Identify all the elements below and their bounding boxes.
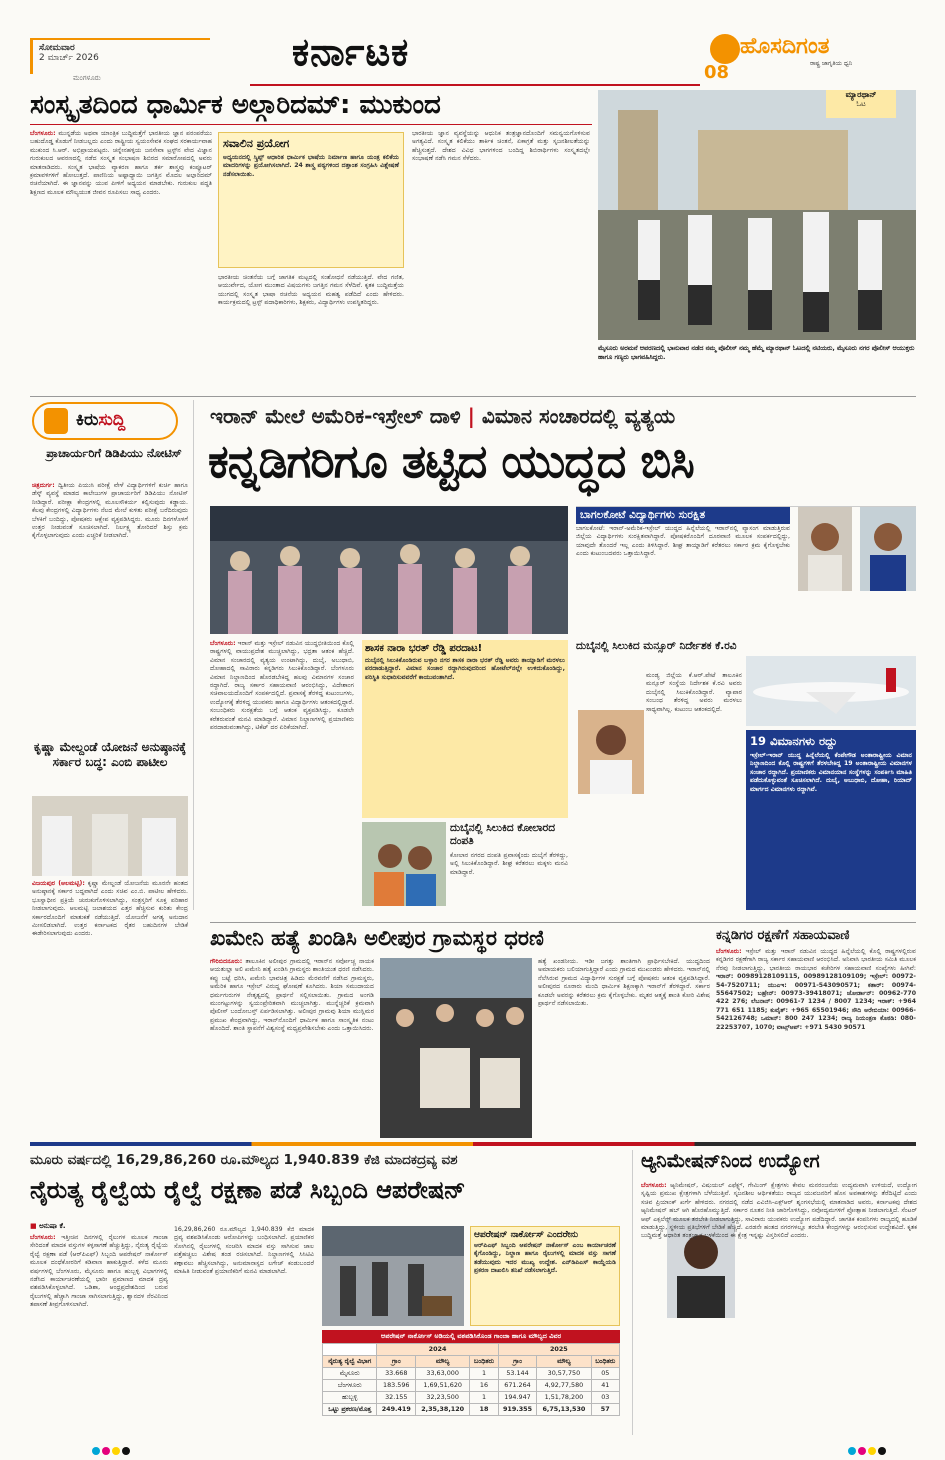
table-year-a: 2024	[377, 1344, 498, 1356]
narcos-table	[322, 1343, 620, 1416]
bagalkot-head: ಬಾಗಲಕೋಟೆ ವಿದ್ಯಾರ್ಥಿಗಳು ಸುರಕ್ಷಿತ	[576, 507, 790, 524]
pointing-hand-icon	[44, 408, 68, 434]
kiru-item1-text: ದ್ವಿತೀಯ ಪಿಯುಸಿ ಪರೀಕ್ಷೆ ವೇಳೆ ವಿದ್ಯಾರ್ಥಿಗಳಿಗೆ ಕುರ್ಚಿ ಹಾಗೂ ಡೆಸ್ಕ್ ವ್ಯವಸ್ಥೆ ಮಾಡದ ಕಾಲೇಜುಗಳ ಪ್ರಾಚಾರ್ಯರಿಗೆ ಡಿಡಿಪಿಯು ನೋಟಿಸ್ ನೀಡಿದ್ದಾರೆ. ಪರೀಕ್ಷಾ ಕೇಂದ್ರಗಳಲ್ಲಿ ಮೂಲಸೌಕರ್ಯ ಕಲ್ಪಿಸುವುದು ಕಡ್ಡಾಯ. ಕೆಲವು ಕೇಂದ್ರಗಳಲ್ಲಿ ವಿದ್ಯಾರ್ಥಿಗಳು ನೆಲದ ಮೇಲೆ ಕುಳಿತು ಪರೀಕ್ಷೆ ಬರೆದಿರುವುದು ಬೆಳಕಿಗೆ ಬಂದಿದ್ದು, ಪೋಷಕರು ಆಕ್ಷೇಪ ವ್ಯಕ್ತಪಡಿಸಿದ್ದರು. ಮೂರು ದಿನಗಳೊಳಗೆ ಉತ್ತರ ನೀಡುವಂತೆ ಸೂಚಿಸಲಾಗಿದೆ. ನಿರ್ಲಕ್ಷ್ಯ ತೋರಿದರೆ ಶಿಸ್ತು ಕ್ರಮ ಕೈಗೊಳ್ಳಲಾಗುವುದು ಎಂದು ಎಚ್ಚರಿಕೆ ನೀಡಲಾಗಿದೆ.	[32, 482, 188, 540]
kiru-item2-head: ಕೃಷ್ಣಾ ಮೇಲ್ದಂಡೆ ಯೋಜನೆ ಅನುಷ್ಠಾನಕ್ಕೆ ಸರ್ಕಾರ ಬದ್ಧ: ಎಂಬಿ ಪಾಟೀಲ	[33, 740, 187, 769]
table-row	[323, 1367, 620, 1379]
issue-day: ಸೋಮವಾರ	[39, 43, 75, 53]
protest-photo	[380, 958, 532, 1138]
war-body-text: ಇರಾನ್ ಮತ್ತು ಇಸ್ರೇಲ್ ನಡುವಿನ ಯುದ್ಧಭೀತಿಯಿಂದ ಕೊಲ್ಲಿ ರಾಷ್ಟ್ರಗಳಲ್ಲಿ ವಾಯುಪ್ರದೇಶ ಮುಚ್ಚಲಾಗಿದ್ದು, ಭದ್ರತಾ ಆತಂಕ ಹೆಚ್ಚಿದೆ. ವಿಮಾನ ಸಂಚಾರದಲ್ಲಿ ವ್ಯತ್ಯಯ ಉಂಟಾಗಿದ್ದು, ದುಬೈ, ಅಬುಧಾಬಿ, ದೋಹಾದಲ್ಲಿ ಸಾವಿರಾರು ಕನ್ನಡಿಗರು ಸಿಲುಕಿಕೊಂಡಿದ್ದಾರೆ. ಬೆಂಗಳೂರು ವಿಮಾನ ನಿಲ್ದಾಣದಿಂದ ಹೊರಡಬೇಕಿದ್ದ ಹಲವು ವಿಮಾನಗಳ ಸಂಚಾರ ರದ್ದಾಗಿದೆ. ರಾಜ್ಯ ಸರ್ಕಾರ ಸಹಾಯವಾಣಿ ಆರಂಭಿಸಿದ್ದು, ವಿದೇಶಾಂಗ ಸಚಿವಾಲಯದೊಂದಿಗೆ ಸಂಪರ್ಕದಲ್ಲಿದೆ. ಪ್ರವಾಸಕ್ಕೆ ತೆರಳಿದ್ದ ಕುಟುಂಬಗಳು, ಉದ್ಯೋಗಕ್ಕೆ ತೆರಳಿದ್ದ ಯುವಕರು ಹಾಗೂ ವಿದ್ಯಾರ್ಥಿಗಳು ಆತಂಕದಲ್ಲಿದ್ದಾರೆ. ಸಂಬಂಧಿಕರು ಸುರಕ್ಷತೆಯ ಬಗ್ಗೆ ಆತಂಕ ವ್ಯಕ್ತಪಡಿಸಿದ್ದು, ಕೂಡಲೇ ಕರೆತರುವಂತೆ ಮನವಿ ಮಾಡಿದ್ದಾರೆ. ವಿಮಾನ ನಿಲ್ದಾಣಗಳಲ್ಲಿ ಪ್ರಯಾಣಿಕರು ಪರದಾಡುವಂತಾಗಿದ್ದು, ಟಿಕೆಟ್ ದರ ಏರಿಕೆಯಾಗಿದೆ.	[210, 640, 354, 732]
story1-dateline: ಬೆಂಗಳೂರು:	[30, 130, 56, 137]
airport-photo	[210, 506, 568, 634]
couple-body: ಕೋಲಾರ ನಗರದ ದಂಪತಿ ಪ್ರವಾಸಕ್ಕೆಂದು ದುಬೈಗೆ ತೆರಳಿದ್ದು, ಅಲ್ಲಿ ಸಿಲುಕಿಕೊಂಡಿದ್ದಾರೆ. ಶೀಘ್ರ ಕರೆತರಲು ಮಕ್ಕಳು ಮನವಿ ಮಾಡಿದ್ದಾರೆ.	[450, 852, 568, 876]
aircraft-photo	[746, 656, 916, 726]
dot	[122, 1447, 130, 1455]
dot	[102, 1447, 110, 1455]
student-portrait-2	[860, 507, 916, 591]
dot	[858, 1447, 866, 1455]
marathon-scene	[598, 90, 916, 340]
story1-col2: ಭಾರತೀಯ ಚಿಂತನೆಯ ಬಗ್ಗೆ ಜಾಗತಿಕ ಮಟ್ಟದಲ್ಲಿ ಸಂಶೋಧನೆ ನಡೆಯುತ್ತಿದೆ. ವೇದ ಗಣಿತ, ಆಯುರ್ವೇದ, ಯೋಗ ಮುಂತಾದ ವಿಷಯಗಳು ಜಗತ್ತಿನ ಗಮನ ಸೆಳೆದಿವೆ. ಕೃತಕ ಬುದ್ಧಿಮತ್ತೆಯ ಯುಗದಲ್ಲಿ ಸಂಸ್ಕೃತ ಭಾಷಾ ರಚನೆಯ ಅಧ್ಯಯನ ಮಹತ್ವ ಪಡೆದಿದೆ ಎಂದು ಹೇಳಿದರು. ಕಾರ್ಯಕ್ರಮದಲ್ಲಿ ಟ್ರಸ್ಟ್ ಪದಾಧಿಕಾರಿಗಳು, ಶಿಕ್ಷಕರು, ವಿದ್ಯಾರ್ಥಿಗಳು ಉಪಸ್ಥಿತರಿದ್ದರು.	[218, 274, 404, 307]
table-cell: 1	[470, 1391, 498, 1403]
war-kicker	[210, 404, 916, 428]
sun-icon	[710, 34, 740, 64]
animation-column	[632, 1150, 916, 1435]
photo-tag-line1: ಮ್ಯಾರಥಾನ್	[845, 90, 877, 99]
page-number: 08	[704, 62, 730, 83]
khamenei-headline: ಖಮೇನಿ ಹತ್ಯೆ ಖಂಡಿಸಿ ಅಲೀಪುರ ಗ್ರಾಮಸ್ಥರ ಧರಣಿ	[210, 926, 544, 950]
section-divider-1	[30, 396, 916, 397]
war-kicker-a: ಇರಾನ್ ಮೇಲೆ ಅಮೆರಿಕ-ಇಸ್ರೇಲ್ ದಾಳಿ	[210, 404, 461, 428]
table-header: ಗ್ರಾಂ	[498, 1355, 537, 1367]
table-cell: 33.668	[377, 1367, 416, 1379]
airport-scene	[210, 506, 568, 634]
table-cell: ಮೈಸೂರು	[323, 1367, 377, 1379]
logo-tagline: ರಾಷ್ಟ್ರ ಜಾಗೃತಿಯ ಧ್ವನಿ	[810, 60, 853, 67]
table-cell: 1,69,51,620	[416, 1379, 470, 1391]
kiru-item2-body	[32, 880, 188, 938]
flights-box	[746, 730, 916, 910]
table-cell: 249.419	[377, 1403, 416, 1415]
table-title: ಆಪರೇಷನ್ ನಾರ್ಕೋಸ್ ಅಡಿಯಲ್ಲಿ ವಶಪಡಿಸಿಕೊಂಡ ಗಾಂಜಾ ಹಾಗೂ ಮೌಲ್ಯದ ವಿವರ	[322, 1330, 620, 1343]
dot	[112, 1447, 120, 1455]
kiru-badge	[32, 402, 178, 440]
helpline-dateline: ಬೆಂಗಳೂರು:	[716, 948, 742, 955]
table-header: ಬಂಧಿತರು	[470, 1355, 498, 1367]
war-dateline: ಬೆಂಗಳೂರು:	[210, 640, 236, 647]
animation-headline: ಆ್ಯನಿಮೇಷನ್‌ನಿಂದ ಉದ್ಯೋಗ	[641, 1150, 820, 1172]
table-row	[323, 1391, 620, 1403]
story1-col1	[30, 130, 212, 392]
helpline-text: ಇಸ್ರೇಲ್ ಮತ್ತು ಇರಾನ್ ನಡುವಿನ ಯುದ್ಧದ ಹಿನ್ನೆಲೆಯಲ್ಲಿ ಕೊಲ್ಲಿ ರಾಷ್ಟ್ರಗಳಲ್ಲಿರುವ ಕನ್ನಡಿಗರ ರಕ್ಷಣೆಗಾಗಿ ರಾಜ್ಯ ಸರ್ಕಾರ ಸಹಾಯವಾಣಿ ಆರಂಭಿಸಿದೆ. ಅನಿವಾಸಿ ಭಾರತೀಯ ಸಮಿತಿ ಮೂಲಕ ನೆರವು ನೀಡಲಾಗುತ್ತಿದ್ದು, ಭಾರತೀಯ ರಾಯಭಾರ ಕಚೇರಿಗಳ ಸಹಾಯವಾಣಿ ಸಂಖ್ಯೆಗಳು ಹೀಗಿವೆ:	[716, 948, 916, 972]
logo-block	[700, 30, 910, 83]
table-header: ಮೌಲ್ಯ	[416, 1355, 470, 1367]
story1-col3: ಭಾರತೀಯ ಜ್ಞಾನ ವ್ಯವಸ್ಥೆಯನ್ನು ಆಧುನಿಕ ತಂತ್ರಜ್ಞಾನದೊಂದಿಗೆ ಸಮನ್ವಯಗೊಳಿಸುವ ಅಗತ್ಯವಿದೆ. ಸಂಸ್ಕೃತ ಕಲಿಕೆಯು ತಾರ್ಕಿಕ ಚಿಂತನೆ, ಏಕಾಗ್ರತೆ ಮತ್ತು ಸೃಜನಶೀಲತೆಯನ್ನು ಹೆಚ್ಚಿಸುತ್ತದೆ. ದೇಶದ ವಿವಿಧ ಭಾಗಗಳಿಂದ ಬಂದಿದ್ದ ಶಿಬಿರಾರ್ಥಿಗಳು ಸಂಸ್ಕೃತದಲ್ಲೇ ಸಂಭಾಷಣೆ ನಡೆಸಿ ಗಮನ ಸೆಳೆದರು.	[412, 130, 590, 163]
war-kicker-b: ವಿಮಾನ ಸಂಚಾರದಲ್ಲಿ ವ್ಯತ್ಯಯ	[481, 404, 676, 428]
table-row	[323, 1403, 620, 1415]
table-cell: 57	[591, 1403, 619, 1415]
table-header-row	[323, 1355, 620, 1367]
bagalkot-box	[576, 506, 916, 634]
date-box	[30, 38, 210, 82]
table-cell: 6,75,13,530	[537, 1403, 591, 1415]
railway-byline-text: ಅನುಷಾ ಕೆ.	[39, 1222, 66, 1230]
helpline-body	[716, 948, 916, 1138]
table-cell: 194.947	[498, 1391, 537, 1403]
kiru-item2-dateline: ವಿಜಯಪುರ (ಆಲಮಟ್ಟಿ):	[32, 880, 85, 887]
marathon-caption: ಮೈಸೂರು ಅರಮನೆ ಆವರಣದಲ್ಲಿ ಭಾನುವಾರ ನಡೆದ ನಮ್ಮ ಪೊಲೀಸ್ ನಮ್ಮ ಹೆಮ್ಮೆ ಮ್ಯಾರಥಾನ್ ಓಟದಲ್ಲಿ ನಟಿಯರು, ಮೈಸೂರು ನಗರ ಪೊಲೀಸ್ ಆಯುಕ್ತರು ಹಾಗೂ ಗಣ್ಯರು ಭಾಗವಹಿಸಿದ್ದರು.	[598, 344, 915, 361]
table-cell: ಹುಬ್ಬಳ್ಳಿ	[323, 1391, 377, 1403]
table-year-b: 2025	[498, 1344, 619, 1356]
table-cell: 1	[470, 1367, 498, 1379]
issue-date: 2 ಮಾರ್ಚ್ 2026	[39, 53, 99, 63]
railway-dateline: ಬೆಂಗಳೂರು:	[30, 1234, 56, 1241]
registration-dots-left	[92, 1440, 132, 1459]
table-cell: 30,57,750	[537, 1367, 591, 1379]
rpf-scene	[322, 1226, 464, 1326]
table-cell: 1,51,78,200	[537, 1391, 591, 1403]
animation-dateline: ಬೆಂಗಳೂರು:	[641, 1182, 667, 1189]
logo-name: ಹೊಸದಿಗಂತ	[740, 34, 830, 59]
narcos-box-title: ಆಪರೇಷನ್ ನಾರ್ಕೋಸ್ ಎಂದರೇನು	[474, 1230, 579, 1240]
table-year-row	[323, 1344, 620, 1356]
photo-tag	[826, 90, 896, 118]
bharath-box	[362, 640, 568, 818]
railway-headline: ನೈರುತ್ಯ ರೈಲ್ವೆಯ ರೈಲ್ವೆ ರಕ್ಷಣಾ ಪಡೆ ಸಿಬ್ಬಂದಿ ಆಪರೇಷನ್	[30, 1176, 466, 1204]
marathon-photo	[598, 90, 916, 340]
bharath-head: ಶಾಸಕ ನಾರಾ ಭರತ್ ರೆಡ್ಡಿ ಪರದಾಟ!	[365, 643, 483, 654]
story1-headline: ಸಂಸ್ಕೃತದಿಂದ ಧಾರ್ಮಿಕ ಅಲ್ಗಾರಿದಮ್: ಮುಕುಂದ	[30, 90, 441, 120]
masthead-rule	[250, 84, 700, 86]
table-header: ಗ್ರಾಂ	[377, 1355, 416, 1367]
couple-head: ದುಬೈನಲ್ಲಿ ಸಿಲುಕಿದ ಕೋಲಾರದ ದಂಪತಿ	[450, 822, 556, 847]
table-cell: 16	[470, 1379, 498, 1391]
kicker-separator: |	[467, 404, 482, 428]
kiru-label-a: ಕಿರು	[76, 410, 99, 430]
helpline-numbers: ಇರಾನ್: 00989128109115, 00989128109109; ಇಸ್ರೇಲ್: 00972-54-7520711; ಯುಎಇ: 00971-543090571; ಕತಾರ್: 00974-55647502; ಬಹ್ರೇನ್: 00973-39418071; ಜೋರ್ಡಾನ್: 00962-770 422 276; ಲೆಬನಾನ್: 00961-7 1234 / 8007 1234; ಇರಾಕ್: +964 771 651 1185; ಕುವೈತ್: +965 65501946; ಸೌದಿ ಅರೇಬಿಯಾ: 00966-542126748; ಒಮಾನ್: 800 247 1234; ರಾಜ್ಯ ನಿಯಂತ್ರಣ ಕೊಠಡಿ: 080-22253707, 1070; ವಾಟ್ಸ್‌ಆಪ್: +971 5430 90571	[716, 973, 916, 1031]
edition-city: ಮಂಗಳೂರು	[73, 74, 101, 82]
railway-col2: 16,29,86,260 ರೂ.ಮೌಲ್ಯದ 1,940.839 ಕೆಜಿ ಮಾದಕ ದ್ರವ್ಯ ವಶಪಡಿಸಿಕೊಂಡು ಆರೋಪಿಗಳನ್ನು ಬಂಧಿಸಲಾಗಿದೆ. ಪ್ರಯಾಣಿಕರ ಸೋಗಿನಲ್ಲಿ ರೈಲುಗಳಲ್ಲಿ ಸಂಚರಿಸಿ ಮಾದಕ ವಸ್ತು ಸಾಗಿಸುವ ಜಾಲ ಪತ್ತೆಹಚ್ಚಲು ವಿಶೇಷ ತಂಡ ರಚಿಸಲಾಗಿದೆ. ನಿಲ್ದಾಣಗಳಲ್ಲಿ ಸಿಸಿಟಿವಿ ಕಣ್ಗಾವಲು ಹೆಚ್ಚಿಸಲಾಗಿದ್ದು, ಅನುಮಾನಾಸ್ಪದ ಲಗೇಜ್ ಕಂಡುಬಂದರೆ ಮಾಹಿತಿ ನೀಡುವಂತೆ ಪ್ರಯಾಣಿಕರಿಗೆ ಮನವಿ ಮಾಡಲಾಗಿದೆ.	[174, 1226, 314, 1276]
war-body	[210, 640, 354, 910]
kiru-column	[30, 400, 194, 938]
rpf-photo	[322, 1226, 464, 1326]
bharath-body: ದುಬೈನಲ್ಲಿ ಸಿಲುಕಿಕೊಂಡಿರುವ ಬಳ್ಳಾರಿ ನಗರ ಶಾಸಕ ನಾರಾ ಭರತ್ ರೆಡ್ಡಿ ಅವರು ತಾಯ್ನಾಡಿಗೆ ಮರಳಲು ಪರದಾಡುತ್ತಿದ್ದಾರೆ. ವಿಮಾನ ಸಂಚಾರ ರದ್ದಾಗಿರುವುದರಿಂದ ಹೋಟೆಲ್‌ನಲ್ಲೇ ಉಳಿದುಕೊಂಡಿದ್ದು, ಪರಿಸ್ಥಿತಿ ಸುಧಾರಿಸುವವರೆಗೆ ಕಾಯುವಂತಾಗಿದೆ.	[365, 657, 565, 681]
color-strip-mid	[30, 1142, 916, 1146]
table-cell: ಒಟ್ಟು ಪ್ರಕರಣ/ಮೊತ್ತ	[323, 1403, 377, 1415]
table-cell: 05	[591, 1367, 619, 1379]
table-header: ಮೌಲ್ಯ	[537, 1355, 591, 1367]
dot	[92, 1447, 100, 1455]
table-cell: 03	[591, 1391, 619, 1403]
couple-photo	[362, 822, 446, 906]
kiru-label	[76, 410, 125, 430]
protest-scene	[380, 958, 532, 1138]
table-cell: 4,92,77,580	[537, 1379, 591, 1391]
khamenei-col1	[210, 958, 374, 1138]
animation-body	[641, 1182, 917, 1432]
dot	[868, 1447, 876, 1455]
railway-body: ಇತ್ತೀಚಿನ ದಿನಗಳಲ್ಲಿ ರೈಲುಗಳ ಮೂಲಕ ಗಾಂಜಾ ಸೇರಿದಂತೆ ಮಾದಕ ವಸ್ತುಗಳ ಕಳ್ಳಸಾಗಣೆ ಹೆಚ್ಚುತ್ತಿದ್ದು, ನೈರುತ್ಯ ರೈಲ್ವೆಯ ರೈಲ್ವೆ ರಕ್ಷಣಾ ಪಡೆ (ಆರ್‌ಪಿಎಫ್) ಸಿಬ್ಬಂದಿ ಆಪರೇಷನ್ ನಾರ್ಕೋಸ್ ಮೂಲಕ ದಂಧೆಕೋರರಿಗೆ ಕಡಿವಾಣ ಹಾಕುತ್ತಿದ್ದಾರೆ. ಕಳೆದ ಮೂರು ವರ್ಷಗಳಲ್ಲಿ ಬೆಂಗಳೂರು, ಮೈಸೂರು ಹಾಗೂ ಹುಬ್ಬಳ್ಳಿ ವಿಭಾಗಗಳಲ್ಲಿ ನಡೆಸಿದ ಕಾರ್ಯಾಚರಣೆಯಲ್ಲಿ ಭಾರೀ ಪ್ರಮಾಣದ ಮಾದಕ ದ್ರವ್ಯ ವಶಪಡಿಸಿಕೊಳ್ಳಲಾಗಿದೆ. ಒಡಿಶಾ, ಆಂಧ್ರಪ್ರದೇಶದಿಂದ ಬರುವ ರೈಲುಗಳಲ್ಲಿ ಹೆಚ್ಚಾಗಿ ಗಾಂಜಾ ಸಾಗಿಸಲಾಗುತ್ತಿದ್ದು, ಶ್ವಾನದಳ ನೆರವಿನಿಂದ ತಪಾಸಣೆ ತೀವ್ರಗೊಳಿಸಲಾಗಿದೆ.	[30, 1234, 168, 1309]
table-cell: 183.596	[377, 1379, 416, 1391]
table-corner	[323, 1344, 377, 1356]
student-photo-1	[798, 507, 852, 591]
narcos-box-body: ಆರ್‌ಪಿಎಫ್ ಸಿಬ್ಬಂದಿ ಆಪರೇಷನ್ ನಾರ್ಕೋಸ್ ಎಂಬ ಕಾರ್ಯಾಚರಣೆ ಕೈಗೊಂಡಿದ್ದು, ನಿಲ್ದಾಣ ಹಾಗೂ ರೈಲುಗಳಲ್ಲಿ ಮಾದಕ ವಸ್ತು ಸಾಗಣೆ ತಡೆಯುವುದು ಇದರ ಮುಖ್ಯ ಉದ್ದೇಶ. ಎನ್‌ಡಿಪಿಎಸ್ ಕಾಯ್ದೆಯಡಿ ಪ್ರಕರಣ ದಾಖಲಿಸಿ ತನಿಖೆ ನಡೆಸಲಾಗುತ್ತಿದೆ.	[474, 1242, 616, 1275]
railway-kicker: ಮೂರು ವರ್ಷದಲ್ಲಿ 16,29,86,260 ರೂ.ಮೌಲ್ಯದ 1,940.839 ಕೆಜಿ ಮಾದಕದ್ರವ್ಯ ವಶ	[30, 1152, 458, 1168]
meeting-scene	[32, 796, 188, 876]
photo-tag-line2: ಓಟ	[856, 100, 866, 108]
couple-portrait	[362, 822, 446, 906]
kiru-item2-photo	[32, 796, 188, 876]
masthead	[0, 0, 945, 83]
khamenei-dateline: ಗೌರಿಬಿದನೂರು:	[210, 958, 243, 965]
table-cell: 41	[591, 1379, 619, 1391]
student-photo-2	[860, 507, 916, 591]
section-divider-2	[210, 922, 916, 923]
mansoor-head: ದುಬೈನಲ್ಲಿ ಸಿಲುಕಿದ ಮನ್ಸೂರ್ ನಿರ್ದೇಶಕ ಕೆ.ರವಿ	[576, 640, 737, 652]
narcos-table-wrap	[322, 1330, 620, 1416]
story1-body1: ಮುನ್ನಡೆಯ ಅಥವಾ ಯಾಂತ್ರಿಕ ಬುದ್ಧಿಮತ್ತೆಗೆ ಭಾರತೀಯ ಜ್ಞಾನ ಪರಂಪರೆಯು ಬಹುದೊಡ್ಡ ಕೊಡುಗೆ ನೀಡಬಲ್ಲದು ಎಂದು ರಾಷ್ಟ್ರೀಯ ಸ್ವಯಂಸೇವಕ ಸಂಘದ ಸರಕಾರ್ಯವಾಹ ಮುಕುಂದ ಸಿ.ಆರ್. ಅಭಿಪ್ರಾಯಪಟ್ಟರು. ಚನ್ನೇನಹಳ್ಳಿಯ ಜನಸೇವಾ ಟ್ರಸ್ಟ್‌ನ ವೇದ ವಿಜ್ಞಾನ ಗುರುಕುಲದ ಆವರಣದಲ್ಲಿ ನಡೆದ ಸಂಸ್ಕೃತ ಸಂಭಾಷಣ ಶಿಬಿರದ ಸಮಾರೋಪದಲ್ಲಿ ಅವರು ಮಾತನಾಡಿದರು. ಸಂಸ್ಕೃತ ಭಾಷೆಯ ವ್ಯಾಕರಣ ಹಾಗೂ ತರ್ಕ ಶಾಸ್ತ್ರವು ಕಂಪ್ಯೂಟರ್ ಕ್ರಮಾವಳಿಗಳಿಗೆ ಹೋಲುತ್ತದೆ. ಪಾಣಿನಿಯ ಅಷ್ಟಾಧ್ಯಾಯಿ ಜಗತ್ತಿನ ಮೊದಲ ಅಲ್ಗಾರಿದಮ್ ರಚನೆಯಾಗಿದೆ. ಈ ಜ್ಞಾನವನ್ನು ಯುವ ಪೀಳಿಗೆ ಅಧ್ಯಯನ ಮಾಡಬೇಕು. ಗುರುಕುಲ ಪದ್ಧತಿ ಶಿಕ್ಷಣದ ಮೂಲಕ ಮೌಲ್ಯಯುತ ಜೀವನ ರೂಪಿಸಲು ಸಾಧ್ಯ ಎಂದರು.	[30, 130, 213, 196]
kiru-item2-text: ಕೃಷ್ಣಾ ಮೇಲ್ದಂಡೆ ಯೋಜನೆಯ ಮೂರನೇ ಹಂತದ ಅನುಷ್ಠಾನಕ್ಕೆ ಸರ್ಕಾರ ಬದ್ಧವಾಗಿದೆ ಎಂದು ಸಚಿವ ಎಂ.ಬಿ. ಪಾಟೀಲ ಹೇಳಿದರು. ಭೂಸ್ವಾಧೀನ ಪ್ರಕ್ರಿಯೆ ಚುರುಕುಗೊಳಿಸಲಾಗಿದ್ದು, ಸಂತ್ರಸ್ತರಿಗೆ ಸೂಕ್ತ ಪರಿಹಾರ ನೀಡಲಾಗುವುದು. ಆಲಮಟ್ಟಿ ಜಲಾಶಯದ ಎತ್ತರ ಹೆಚ್ಚಿಸುವ ಕುರಿತು ಕೇಂದ್ರ ಸರ್ಕಾರದೊಂದಿಗೆ ಮಾತುಕತೆ ನಡೆಯುತ್ತಿದೆ. ಯೋಜನೆಗೆ ಅಗತ್ಯ ಅನುದಾನ ಮೀಸಲಿಡಲಾಗಿದೆ. ಉತ್ತರ ಕರ್ನಾಟಕದ ರೈತರ ಬಹುದಿನಗಳ ಬೇಡಿಕೆ ಈಡೇರಿಸಲಾಗುವುದು ಎಂದರು.	[32, 880, 188, 938]
khamenei-col2: ಹತ್ಯೆ ಖಂಡನೀಯ. ಇಡೀ ಜಗತ್ತು ಶಾಂತಿಗಾಗಿ ಪ್ರಾರ್ಥಿಸಬೇಕಿದೆ. ಯುದ್ಧದಿಂದ ಅಮಾಯಕರು ಬಲಿಯಾಗುತ್ತಿದ್ದಾರೆ ಎಂದು ಗ್ರಾಮದ ಮುಖಂಡರು ಹೇಳಿದರು. ಇರಾನ್‌ನಲ್ಲಿ ನೆಲೆಸಿರುವ ಗ್ರಾಮದ ವಿದ್ಯಾರ್ಥಿಗಳ ಸುರಕ್ಷತೆ ಬಗ್ಗೆ ಪೋಷಕರು ಆತಂಕ ವ್ಯಕ್ತಪಡಿಸಿದ್ದಾರೆ. ಅಲೀಪುರದ ನೂರಾರು ಮಂದಿ ಧಾರ್ಮಿಕ ಶಿಕ್ಷಣಕ್ಕಾಗಿ ಇರಾನ್‌ಗೆ ತೆರಳಿದ್ದಾರೆ. ಸರ್ಕಾರ ಕೂಡಲೇ ಅವರನ್ನು ಕರೆತರಲು ಕ್ರಮ ಕೈಗೊಳ್ಳಬೇಕು. ಮೃತರ ಆತ್ಮಕ್ಕೆ ಶಾಂತಿ ಕೋರಿ ವಿಶೇಷ ಪ್ರಾರ್ಥನೆ ನಡೆಸಲಾಯಿತು.	[538, 958, 710, 1008]
bagalkot-body: ಬಾಗಲಕೋಟೆ: ಇರಾನ್-ಅಮೆರಿಕ-ಇಸ್ರೇಲ್ ಯುದ್ಧದ ಹಿನ್ನೆಲೆಯಲ್ಲಿ ಇರಾನ್‌ನಲ್ಲಿ ವ್ಯಾಸಂಗ ಮಾಡುತ್ತಿರುವ ಜಿಲ್ಲೆಯ ವಿದ್ಯಾರ್ಥಿಗಳು ಸುರಕ್ಷಿತವಾಗಿದ್ದಾರೆ. ಪೋಷಕರೊಂದಿಗೆ ದೂರವಾಣಿ ಮೂಲಕ ಸಂಪರ್ಕದಲ್ಲಿದ್ದು, ಯಾವುದೇ ತೊಂದರೆ ಇಲ್ಲ ಎಂದು ತಿಳಿಸಿದ್ದಾರೆ. ಶೀಘ್ರ ತಾಯ್ನಾಡಿಗೆ ಕರೆತರಲು ಸರ್ಕಾರ ಕ್ರಮ ಕೈಗೊಳ್ಳಬೇಕು ಎಂದು ಕುಟುಂಬದವರು ಒತ್ತಾಯಿಸಿದ್ದಾರೆ.	[576, 525, 790, 558]
story1-rule	[30, 124, 592, 125]
kiru-item1-head: ಪ್ರಾಚಾರ್ಯರಿಗೆ ಡಿಡಿಪಿಯು ನೋಟಿಸ್	[46, 446, 182, 460]
table-row	[323, 1379, 620, 1391]
kiru-item1-body	[32, 482, 188, 736]
aircraft-scene	[746, 656, 916, 726]
dot	[848, 1447, 856, 1455]
animation-text: ಆ್ಯನಿಮೇಷನ್, ವಿಷುಯಲ್ ಎಫೆಕ್ಟ್ಸ್, ಗೇಮಿಂಗ್ ಕ್ಷೇತ್ರಗಳು ಕೇವಲ ಮನರಂಜನೆಯ ಉದ್ಯಮವಾಗಿ ಉಳಿಯದೆ, ಉದ್ಯೋಗ ಸೃಷ್ಟಿಯ ಪ್ರಮುಖ ಕ್ಷೇತ್ರಗಳಾಗಿ ಬೆಳೆಯುತ್ತಿವೆ. ಸೃಜನಶೀಲ ಆರ್ಥಿಕತೆಯು ರಾಜ್ಯದ ಯುವಜನರಿಗೆ ಹೊಸ ಅವಕಾಶಗಳನ್ನು ತೆರೆದಿಟ್ಟಿದೆ ಎಂದು ಸಚಿವ ಪ್ರಿಯಾಂಕ್ ಖರ್ಗೆ ಹೇಳಿದರು. ನಗರದಲ್ಲಿ ನಡೆದ ಎವಿಜಿಸಿ-ಎಕ್ಸ್‌ಆರ್ ಶೃಂಗಸಭೆಯಲ್ಲಿ ಮಾತನಾಡಿದ ಅವರು, ಕರ್ನಾಟಕವು ದೇಶದ ಆ್ಯನಿಮೇಷನ್ ಹಬ್ ಆಗಿ ಹೊರಹೊಮ್ಮುತ್ತಿದೆ. ಸರ್ಕಾರ ನೂತನ ನೀತಿ ಜಾರಿಗೊಳಿಸಿದ್ದು, ನವೋದ್ಯಮಗಳಿಗೆ ಪ್ರೋತ್ಸಾಹ ನೀಡಲಾಗುತ್ತಿದೆ. ಸೆಂಟರ್ ಆಫ್ ಎಕ್ಸಲೆನ್ಸ್ ಮೂಲಕ ತರಬೇತಿ ನೀಡಲಾಗುತ್ತಿದ್ದು, ಸಾವಿರಾರು ಯುವಕರು ಉದ್ಯೋಗ ಪಡೆದಿದ್ದಾರೆ. ಜಾಗತಿಕ ಕಂಪನಿಗಳು ರಾಜ್ಯದಲ್ಲಿ ಹೂಡಿಕೆ ಮಾಡುತ್ತಿದ್ದು, ಸ್ಥಳೀಯ ಪ್ರತಿಭೆಗಳಿಗೆ ಬೇಡಿಕೆ ಹೆಚ್ಚಿದೆ. ಎರಡನೇ ಹಂತದ ನಗರಗಳಲ್ಲೂ ತರಬೇತಿ ಕೇಂದ್ರಗಳನ್ನು ಆರಂಭಿಸುವ ಉದ್ದೇಶವಿದೆ. ಕೃತಕ ಬುದ್ಧಿಮತ್ತೆ ಆಧಾರಿತ ತಂತ್ರಜ್ಞಾನ ಬಳಕೆಯಿಂದ ಈ ಕ್ಷೇತ್ರ ಇನ್ನಷ್ಟು ವಿಸ್ತರಿಸಲಿದೆ ಎಂದರು.	[641, 1182, 917, 1240]
table-cell: 2,35,38,120	[416, 1403, 470, 1415]
story1-box-title: ಸವಾಲಿನ ಪ್ರಯೋಗ	[223, 137, 290, 150]
table-header: ನೈರುತ್ಯ ರೈಲ್ವೆ ವಿಭಾಗ	[323, 1355, 377, 1367]
flights-head: 19 ವಿಮಾನಗಳು ರದ್ದು	[750, 734, 838, 748]
table-cell: 671.264	[498, 1379, 537, 1391]
table-cell: 53.144	[498, 1367, 537, 1379]
war-headline: ಕನ್ನಡಿಗರಿಗೂ ತಟ್ಟಿದ ಯುದ್ಧದ ಬಿಸಿ	[208, 434, 694, 488]
table-cell: ಬೆಂಗಳೂರು	[323, 1379, 377, 1391]
student-portrait-1	[798, 507, 852, 591]
narcos-box	[470, 1226, 620, 1326]
helpline-headline: ಕನ್ನಡಿಗರ ರಕ್ಷಣೆಗೆ ಸಹಾಯವಾಣಿ	[716, 928, 850, 943]
story1-box-body: ಅಧ್ಯಯನದಲ್ಲಿ ಸ್ಕ್ರಿಪ್ಟ್ ಆಧಾರಿತ ಧಾರ್ಮಿಕ ಭಾಷೆಯ ನಿರ್ಮಾಣ ಹಾಗೂ ಯಂತ್ರ ಕಲಿಕೆಯ ಮಾದರಿಗಳನ್ನು ಪ್ರಯೋಗಿಸಲಾಗಿದೆ. 24 ಶಾಸ್ತ್ರ ಪಠ್ಯಗಳಿಂದ ದತ್ತಾಂಶ ಸಂಗ್ರಹಿಸಿ ವಿಶ್ಲೇಷಣೆ ನಡೆಸಲಾಯಿತು.	[223, 154, 399, 178]
railway-col1	[30, 1234, 168, 1430]
kiru-item1-dateline: ಚಿತ್ರದುರ್ಗ:	[32, 482, 55, 489]
table-cell: 919.355	[498, 1403, 537, 1415]
mansoor-body: ಮಂಡ್ಯ ಜಿಲ್ಲೆಯ ಕೆ.ಆರ್.ಪೇಟೆ ತಾಲೂಕಿನ ಮನ್ಸೂರ್ ಸಂಸ್ಥೆಯ ನಿರ್ದೇಶಕ ಕೆ.ರವಿ ಅವರು ದುಬೈನಲ್ಲಿ ಸಿಲುಕಿಕೊಂಡಿದ್ದಾರೆ. ವ್ಯಾಪಾರ ಸಂಬಂಧ ತೆರಳಿದ್ದ ಅವರು ಮರಳಲು ಸಾಧ್ಯವಾಗಿಲ್ಲ. ಕುಟುಂಬ ಆತಂಕದಲ್ಲಿದೆ.	[646, 672, 742, 713]
pen-icon: ■	[30, 1222, 40, 1230]
railway-byline	[30, 1222, 66, 1231]
flights-body: ಇಸ್ರೇಲ್-ಇರಾನ್ ಯುದ್ಧ ಹಿನ್ನೆಲೆಯಲ್ಲಿ ಕೆಂಪೇಗೌಡ ಅಂತಾರಾಷ್ಟ್ರೀಯ ವಿಮಾನ ನಿಲ್ದಾಣದಿಂದ ಕೊಲ್ಲಿ ರಾಷ್ಟ್ರಗಳಿಗೆ ತೆರಳಬೇಕಿದ್ದ 19 ಅಂತಾರಾಷ್ಟ್ರೀಯ ವಿಮಾನಗಳ ಸಂಚಾರ ರದ್ದಾಗಿದೆ. ಪ್ರಯಾಣಿಕರು ವಿಮಾನಯಾನ ಸಂಸ್ಥೆಗಳನ್ನು ಸಂಪರ್ಕಿಸಿ ಮಾಹಿತಿ ಪಡೆದುಕೊಳ್ಳುವಂತೆ ಸೂಚಿಸಲಾಗಿದೆ. ದುಬೈ, ಅಬುಧಾಬಿ, ದೋಹಾ, ರಿಯಾದ್ ಮಾರ್ಗದ ವಿಮಾನಗಳು ರದ್ದಾಗಿವೆ.	[750, 752, 912, 793]
dot	[878, 1447, 886, 1455]
table-header: ಬಂಧಿತರು	[591, 1355, 619, 1367]
registration-dots-right	[848, 1440, 888, 1459]
table-cell: 32.155	[377, 1391, 416, 1403]
kiru-label-b: ಸುದ್ದಿ	[98, 410, 126, 430]
table-cell: 32,23,500	[416, 1391, 470, 1403]
section-title: ಕರ್ನಾಟಕ	[292, 30, 410, 74]
khamenei-body: ತಾಲೂಕಿನ ಅಲೀಪುರ ಗ್ರಾಮದಲ್ಲಿ ಇರಾನ್‌ನ ಸರ್ವೋಚ್ಚ ನಾಯಕ ಆಯತುಲ್ಲಾ ಅಲಿ ಖಮೇನಿ ಹತ್ಯೆ ಖಂಡಿಸಿ ಗ್ರಾಮಸ್ಥರು ಶಾಂತಿಯುತ ಧರಣಿ ನಡೆಸಿದರು. ಕಪ್ಪು ಬಟ್ಟೆ ಧರಿಸಿ, ಖಮೇನಿ ಭಾವಚಿತ್ರ ಹಿಡಿದು ಮೆರವಣಿಗೆ ನಡೆಸಿದ ಗ್ರಾಮಸ್ಥರು, ಅಮೆರಿಕ ಹಾಗೂ ಇಸ್ರೇಲ್ ವಿರುದ್ಧ ಘೋಷಣೆ ಕೂಗಿದರು. ಶಿಯಾ ಸಮುದಾಯದ ಧರ್ಮಗುರುಗಳ ನೇತೃತ್ವದಲ್ಲಿ ಪ್ರಾರ್ಥನೆ ಸಲ್ಲಿಸಲಾಯಿತು. ಗ್ರಾಮದ ಅಂಗಡಿ ಮುಂಗಟ್ಟುಗಳನ್ನು ಸ್ವಯಂಪ್ರೇರಿತವಾಗಿ ಮುಚ್ಚಲಾಗಿತ್ತು. ಮುನ್ನೆಚ್ಚರಿಕೆ ಕ್ರಮವಾಗಿ ಪೊಲೀಸ್ ಬಂದೋಬಸ್ತ್ ಏರ್ಪಡಿಸಲಾಗಿತ್ತು. ಅಲೀಪುರ ಗ್ರಾಮವು ಶಿಯಾ ಮುಸ್ಲಿಮರ ಪ್ರಮುಖ ಕೇಂದ್ರವಾಗಿದ್ದು, ಇರಾನ್‌ನೊಂದಿಗೆ ಧಾರ್ಮಿಕ ಹಾಗೂ ಸಾಂಸ್ಕೃತಿಕ ನಂಟು ಹೊಂದಿದೆ. ಶಾಂತಿ ಸ್ಥಾಪನೆಗೆ ವಿಶ್ವಸಂಸ್ಥೆ ಮಧ್ಯಪ್ರವೇಶಿಸಬೇಕು ಎಂದು ಒತ್ತಾಯಿಸಿದರು.	[210, 958, 374, 1033]
table-cell: 33,63,000	[416, 1367, 470, 1379]
story1-box	[218, 132, 404, 268]
table-cell: 18	[470, 1403, 498, 1415]
